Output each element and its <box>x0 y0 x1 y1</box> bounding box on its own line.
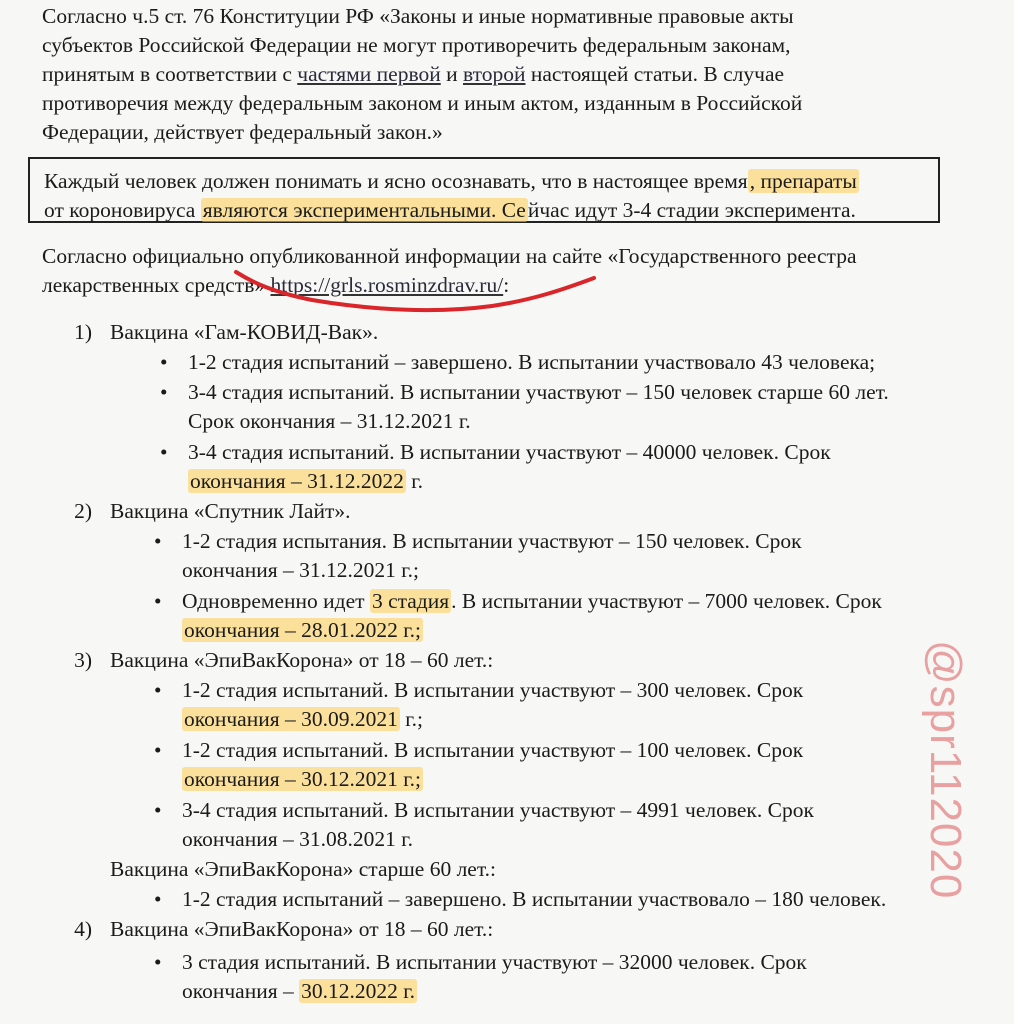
list-item: • 3 стадия испытаний. В испытании участвуют – 32000 человек. Срок окончания – 30.12.2022 г. <box>154 950 807 1003</box>
list-item: • 1-2 стадия испытаний. В испытании участвуют – 300 человек. Срок окончания – 30.09.2021 г.; <box>154 678 804 731</box>
intro-line: субъектов Российской Федерации не могут противоречить федеральным законам, <box>42 33 791 57</box>
list-item: • 1-2 стадия испытаний – завершено. В испытании участвовало 43 человека; <box>188 348 978 377</box>
intro-line: Согласно ч.5 ст. 76 Конституции РФ «Законы и иные нормативные правовые акты <box>42 4 794 28</box>
list-item: • 3-4 стадия испытаний. В испытании участвуют – 150 человек старше 60 лет. Срок окончания – 31.12.2021 г. <box>160 380 889 433</box>
vaccine-title: Вакцина «ЭпиВакКорона» от 18 – 60 лет.: <box>110 648 494 672</box>
list-item: • 3-4 стадия испытаний. В испытании участвуют – 4991 человек. Срок окончания – 31.08.2021 г. <box>154 798 814 851</box>
highlight: являются экспериментальными. Се <box>202 198 526 222</box>
notice-line: от короновируса являются экспериментальными. Сейчас идут 3-4 стадии эксперимента. <box>44 198 856 222</box>
list-item: • 3-4 стадия испытаний. В испытании участвуют – 40000 человек. Срок окончания – 31.12.2022 г. <box>160 440 831 493</box>
bullet-dot: • <box>154 887 162 911</box>
vaccine-title: Вакцина «ЭпиВакКорона» от 18 – 60 лет.: <box>110 917 494 941</box>
highlight: 3 стадия <box>371 589 450 613</box>
list-number: 1) <box>74 320 92 344</box>
watermark-text: @spr112020 <box>921 640 970 900</box>
vaccine-title: Вакцина «Спутник Лайт». <box>110 499 351 523</box>
bullet-dot: • <box>160 350 168 374</box>
registry-line: лекарственных средств» https://grls.rosminzdrav.ru/: <box>42 273 510 297</box>
intro-paragraph <box>42 2 982 147</box>
list-number: 3) <box>74 648 92 672</box>
vaccine-title: Вакцина «Гам-КОВИД-Вак». <box>110 320 379 344</box>
highlight: , препараты <box>749 169 857 193</box>
list-number: 2) <box>74 499 92 523</box>
watermark <box>900 640 980 900</box>
intro-line: противоречия между федеральным законом и иным актом, изданным в Российской <box>42 91 803 115</box>
bullet-dot: • <box>154 950 162 974</box>
bullet-dot: • <box>160 440 168 464</box>
red-underline-stroke <box>232 262 602 322</box>
highlight: окончания – 31.12.2022 <box>190 469 404 493</box>
vaccine-subtitle: Вакцина «ЭпиВакКорона» старше 60 лет.: <box>110 857 496 881</box>
bullet-dot: • <box>154 738 162 762</box>
registry-url-link[interactable]: https://grls.rosminzdrav.ru/ <box>270 273 504 297</box>
list-number: 4) <box>74 917 92 941</box>
highlight: окончания – 30.12.2021 г.; <box>184 767 421 791</box>
link-parts-first[interactable]: частями первой <box>297 62 441 86</box>
intro-line: Федерации, действует федеральный закон.» <box>42 120 443 144</box>
highlight: 30.12.2022 г. <box>301 979 416 1003</box>
list-item: • Одновременно идет 3 стадия. В испытании участвуют – 7000 человек. Срок окончания – 28.01.2022 г.; <box>154 589 882 642</box>
registry-line: Согласно официально опубликованной информации на сайте «Государственного реестра <box>42 244 857 268</box>
bullet-dot: • <box>154 798 162 822</box>
list-item: • 1-2 стадия испытаний. В испытании участвуют – 100 человек. Срок окончания – 30.12.2021 г.; <box>154 738 804 791</box>
notice-line: Каждый человек должен понимать и ясно осознавать, что в настоящее время, препараты <box>44 169 857 193</box>
notice-box <box>28 157 940 223</box>
intro-line: принятым в соответствии с частями первой и второй настоящей статьи. В случае <box>42 62 785 86</box>
bullet-dot: • <box>154 529 162 553</box>
highlight: окончания – 30.09.2021 <box>184 707 398 731</box>
bullet-dot: • <box>154 678 162 702</box>
list-item: • 1-2 стадия испытания. В испытании участвуют – 150 человек. Срок окончания – 31.12.2021 г.; <box>154 529 802 582</box>
link-second[interactable]: второй <box>463 62 526 86</box>
bullet-dot: • <box>160 380 168 404</box>
bullet-dot: • <box>154 589 162 613</box>
highlight: окончания – 28.01.2022 г.; <box>184 618 421 642</box>
list-item: • 1-2 стадия испытаний – завершено. В испытании участвовало – 180 человек. <box>182 885 972 914</box>
